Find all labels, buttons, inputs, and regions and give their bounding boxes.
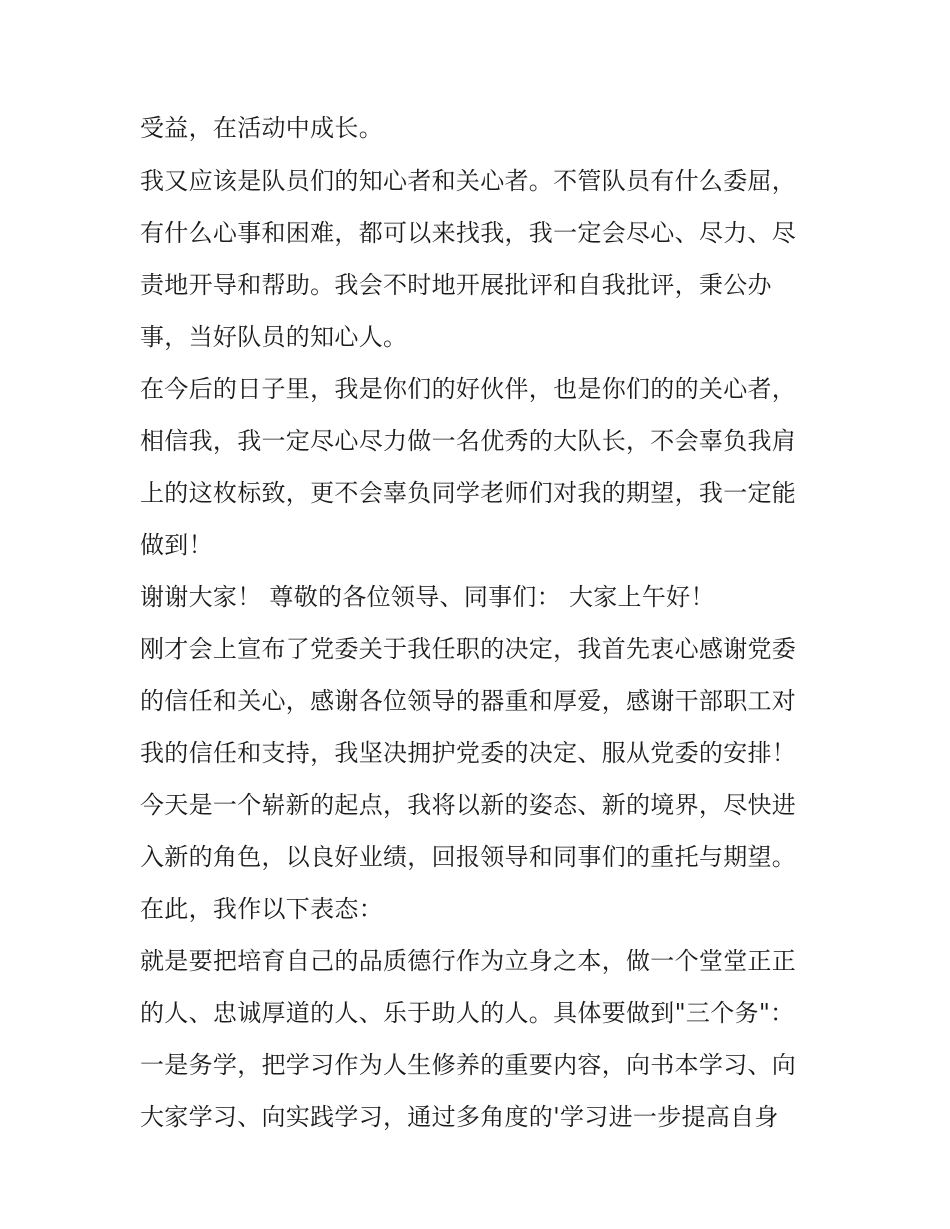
text-line: 刚才会上宣布了党委关于我任职的决定，我首先衷心感谢党委 — [140, 635, 797, 663]
text-line: 在此，我作以下表态： — [140, 895, 383, 923]
text-line: 上的这枚标致，更不会辜负同学老师们对我的期望，我一定能 — [140, 479, 797, 507]
text-line: 我的信任和支持，我坚决拥护党委的决定、服从党委的安排！ — [140, 739, 797, 767]
text-line: 入新的角色，以良好业绩，回报领导和同事们的重托与期望。 — [140, 843, 797, 871]
text-line: 今天是一个崭新的起点，我将以新的姿态、新的境界，尽快进 — [140, 791, 797, 819]
text-line: 做到！ — [140, 531, 213, 559]
text-line: 的信任和关心，感谢各位领导的器重和厚爱，感谢干部职工对 — [140, 687, 797, 715]
text-line: 我又应该是队员们的知心者和关心者。不管队员有什么委屈， — [140, 167, 797, 195]
text-line: 事，当好队员的知心人。 — [140, 323, 408, 351]
text-line: 相信我，我一定尽心尽力做一名优秀的大队长，不会辜负我肩 — [140, 427, 797, 455]
text-line: 大家学习、向实践学习，通过多角度的'学习进一步提高自身 — [140, 1103, 779, 1131]
text-line: 在今后的日子里，我是你们的好伙伴，也是你们的的关心者， — [140, 375, 797, 403]
text-line: 责地开导和帮助。我会不时地开展批评和自我批评，秉公办 — [140, 271, 772, 299]
text-line: 受益，在活动中成长。 — [140, 114, 383, 142]
text-line: 一是务学，把学习作为人生修养的重要内容，向书本学习、向 — [140, 1051, 797, 1079]
text-line: 的人、忠诚厚道的人、乐于助人的人。具体要做到"三个务"： — [140, 999, 795, 1027]
text-line: 有什么心事和困难，都可以来找我，我一定会尽心、尽力、尽 — [140, 219, 797, 247]
text-line: 谢谢大家！ 尊敬的各位领导、同事们： 大家上午好！ — [140, 583, 715, 611]
text-line: 就是要把培育自己的品质德行作为立身之本，做一个堂堂正正 — [140, 947, 797, 975]
